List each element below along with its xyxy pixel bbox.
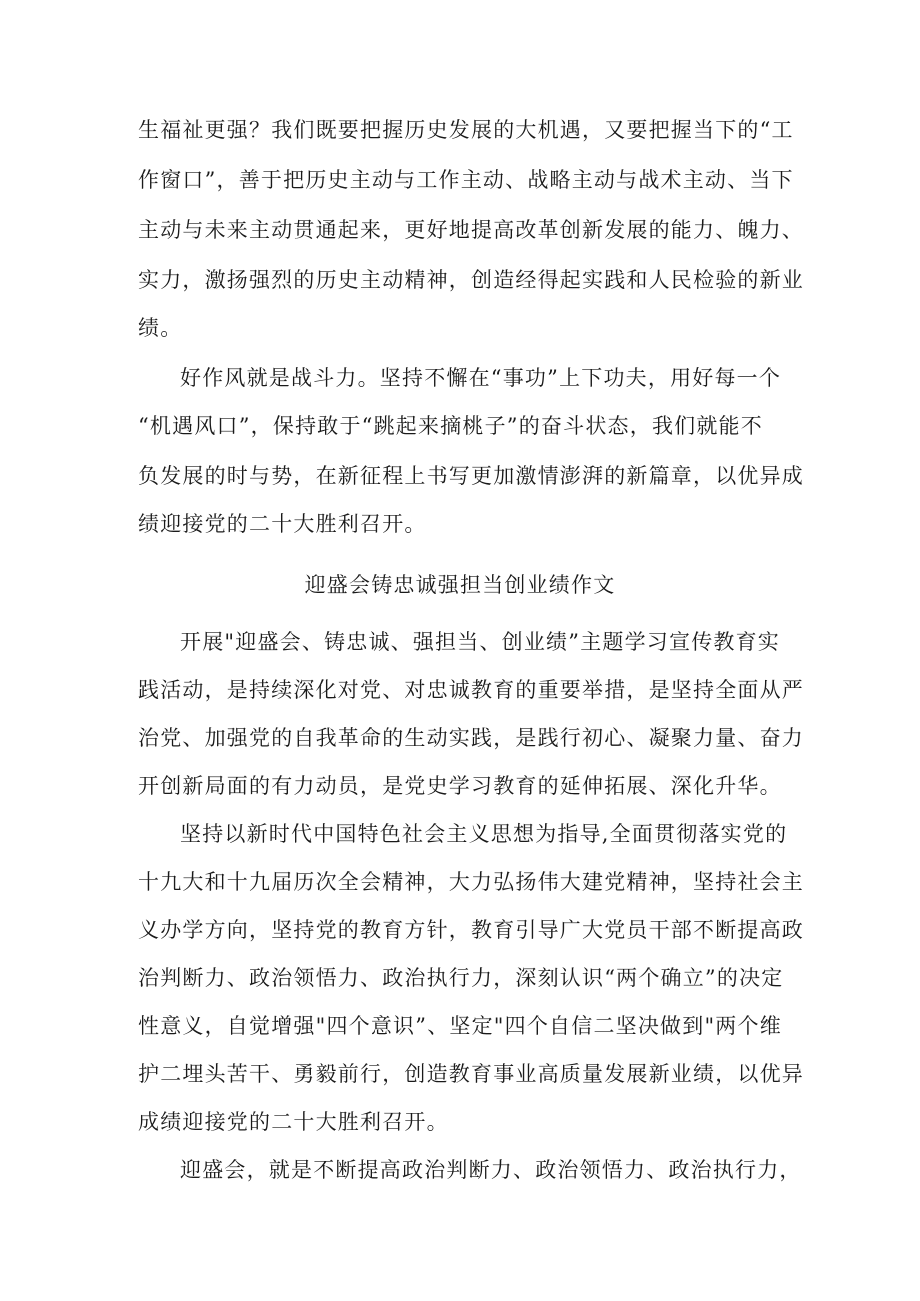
paragraph-line: 护二埋头苦干、勇毅前行，创造教育事业高质量发展新业绩，以优异	[138, 1062, 804, 1086]
paragraph-line: 治党、加强党的自我革命的生动实践，是践行初心、凝聚力量、奋力	[138, 726, 804, 750]
paragraph-line: 绩。	[138, 316, 183, 340]
paragraph-line: 治判断力、政治领悟力、政治执行力，深刻认识“两个确立”的决定	[138, 966, 784, 990]
paragraph-line: 主动与未来主动贯通起来，更好地提高改革创新发展的能力、魄力、	[138, 218, 804, 242]
paragraph-line: 践活动，是持续深化对党、对忠诚教育的重要举措，是坚持全面从严	[138, 678, 804, 702]
paragraph-line: 开展"迎盛会、铸忠诚、强担当、创业绩”主题学习宣传教育实	[180, 630, 780, 654]
paragraph-line: 开创新局面的有力动员，是党史学习教育的延伸拓展、深化升华。	[138, 774, 782, 798]
paragraph-line: 义办学方向，坚持党的教育方针，教育引导广大党员干部不断提高政	[138, 918, 804, 942]
paragraph-line: “机遇风口”，保持敢于“跳起来摘桃子”的奋斗状态，我们就能不	[138, 414, 763, 438]
paragraph-line: 生福祉更强？我们既要把握历史发展的大机遇，又要把握当下的“工	[138, 118, 794, 142]
paragraph-line: 十九大和十九届历次全会精神，大力弘扬伟大建党精神，坚持社会主	[138, 870, 804, 894]
paragraph-line: 坚持以新时代中国特色社会主义思想为指导,全面贯彻落实党的	[180, 822, 788, 846]
paragraph-line: 迎盛会，就是不断提高政治判断力、政治领悟力、政治执行力，	[180, 1158, 802, 1182]
paragraph-line: 绩迎接党的二十大胜利召开。	[138, 512, 427, 536]
section-title: 迎盛会铸忠诚强担当创业绩作文	[304, 573, 616, 597]
paragraph-line: 性意义，自觉增强"四个意识”、坚定"四个自信二坚决做到"两个维	[138, 1014, 782, 1038]
paragraph-line: 好作风就是战斗力。坚持不懈在“事功”上下功夫，用好每一个	[180, 366, 782, 390]
paragraph-line: 实力，激扬强烈的历史主动精神，创造经得起实践和人民检验的新业	[138, 268, 804, 292]
paragraph-line: 作窗口”，善于把历史主动与工作主动、战略主动与战术主动、当下	[138, 168, 794, 192]
paragraph-line: 成绩迎接党的二十大胜利召开。	[138, 1110, 449, 1134]
paragraph-line: 负发展的时与势，在新征程上书写更加激情澎湃的新篇章，以优异成	[138, 464, 804, 488]
